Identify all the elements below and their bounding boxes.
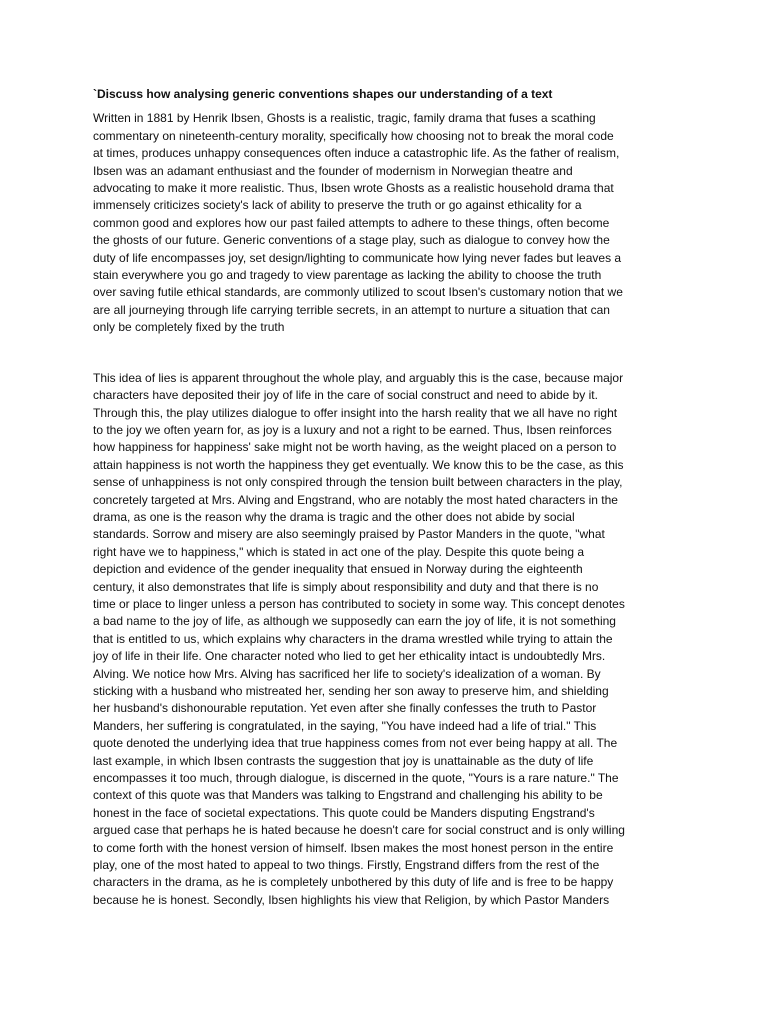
text-line: immensely criticizes society's lack of ability to preserve the truth or go against ethicality for a <box>93 198 582 213</box>
text-line: to the joy we often yearn for, as joy is a luxury and not a right to be earned. Thus, Ibsen reinforces <box>93 422 612 437</box>
text-line: duty of life encompasses joy, set design/lighting to communicate how lying never fades but leaves a <box>93 250 622 265</box>
text-line: play, one of the most hated to appeal to two things. Firstly, Engstrand differs from the rest of the <box>93 858 600 873</box>
text-line: last example, in which Ibsen contrasts the suggestion that joy is unattainable as the duty of life <box>93 753 594 768</box>
text-line: because he is honest. Secondly, Ibsen highlights his view that Religion, by which Pastor Manders <box>93 892 610 907</box>
text-line: century, it also demonstrates that life is simply about responsibility and duty and that there is no <box>93 579 599 594</box>
text-line: context of this quote was that Manders was talking to Engstrand and challenging his ability to be <box>93 788 603 803</box>
text-line: common good and explores how our past failed attempts to adhere to these things, often become <box>93 215 610 230</box>
text-line: concretely targeted at Mrs. Alving and Engstrand, who are notably the most hated characters in the <box>93 492 618 507</box>
paragraph-2 <box>93 370 679 910</box>
text-line: sense of unhappiness is not only conspired through the tension built between characters in the play, <box>93 475 623 490</box>
text-line: how happiness for happiness' sake might not be worth having, as the weight placed on a person to <box>93 440 617 455</box>
text-line: the ghosts of our future. Generic conventions of a stage play, such as dialogue to convey how the <box>93 233 610 248</box>
text-line: honest in the face of societal expectations. This quote could be Manders disputing Engstrand's <box>93 805 595 820</box>
text-line: her husband's dishonourable reputation. Yet even after she finally confesses the truth to Pastor <box>93 701 597 716</box>
text-line: characters have deposited their joy of life in the care of social construct and need to abide by it. <box>93 388 598 403</box>
text-line: Ibsen was an adamant enthusiast and the founder of modernism in Norwegian theatre and <box>93 163 573 178</box>
text-line: at times, produces unhappy consequences often induce a catastrophic life. As the father of realism, <box>93 146 620 161</box>
text-line: argued case that perhaps he is hated because he doesn't care for social construct and is only willing <box>93 823 625 838</box>
essay-title: `Discuss how analysing generic conventions shapes our understanding of a text <box>93 87 553 101</box>
text-line: depiction and evidence of the gender inequality that ensued in Norway during the eighteenth <box>93 562 583 577</box>
text-line: Written in 1881 by Henrik Ibsen, Ghosts is a realistic, tragic, family drama that fuses a scathing <box>93 111 596 126</box>
text-line: encompasses it too much, through dialogue, is discerned in the quote, "Yours is a rare nature." The <box>93 771 619 786</box>
paragraph-1 <box>93 110 679 336</box>
text-line: drama, as one is the reason why the drama is tragic and the other does not abide by social <box>93 509 575 524</box>
text-line: sticking with a husband who mistreated her, sending her son away to preserve him, and shielding <box>93 684 609 698</box>
text-line: Manders, her suffering is congratulated, in the saying, "You have indeed had a life of trial." This <box>93 718 597 733</box>
text-line: a bad name to the joy of life, as although we supposedly can earn the joy of life, it is not something <box>93 614 616 629</box>
text-line: right have we to happiness," which is stated in act one of the play. Despite this quote being a <box>93 544 585 559</box>
text-line: are all journeying through life carrying terrible secrets, in an attempt to nurture a situation that can <box>93 302 610 317</box>
text-line: standards. Sorrow and misery are also seemingly praised by Pastor Manders in the quote, "what <box>93 527 605 542</box>
text-line: Through this, the play utilizes dialogue to offer insight into the harsh reality that we all have no right <box>93 405 618 420</box>
document-body <box>93 86 679 909</box>
text-line: Alving. We notice how Mrs. Alving has sacrificed her life to society's idealization of a woman. By <box>93 666 601 681</box>
text-line: joy of life in their life. One character noted who lied to get her ethicality intact is undoubtedly Mrs. <box>93 649 606 664</box>
text-line: time or place to linger unless a person has contributed to society in some way. This concept denotes <box>93 596 625 611</box>
text-line: advocating to make it more realistic. Thus, Ibsen wrote Ghosts as a realistic household drama that <box>93 181 614 196</box>
text-line: stain everywhere you go and tragedy to view parentage as lacking the ability to choose the truth <box>93 268 602 283</box>
text-line: over saving futile ethical standards, are commonly utilized to scout Ibsen's customary notion that we <box>93 285 623 300</box>
text-line: This idea of lies is apparent throughout the whole play, and arguably this is the case, because major <box>93 370 624 385</box>
text-line: that is entitled to us, which explains why characters in the drama wrestled while trying to attain the <box>93 631 613 646</box>
text-line: characters in the drama, as he is completely unbothered by this duty of life and is free to be happy <box>93 875 614 890</box>
text-line: attain happiness is not worth the happiness they get eventually. We know this to be the case, as this <box>93 457 624 472</box>
text-line: to come forth with the honest version of himself. Ibsen makes the most honest person in the entire <box>93 840 614 855</box>
text-line: quote denoted the underlying idea that true happiness comes from not ever being happy at all. The <box>93 736 618 751</box>
text-line: commentary on nineteenth-century morality, specifically how choosing not to break the moral code <box>93 128 614 143</box>
text-line: only be completely fixed by the truth <box>93 320 285 335</box>
